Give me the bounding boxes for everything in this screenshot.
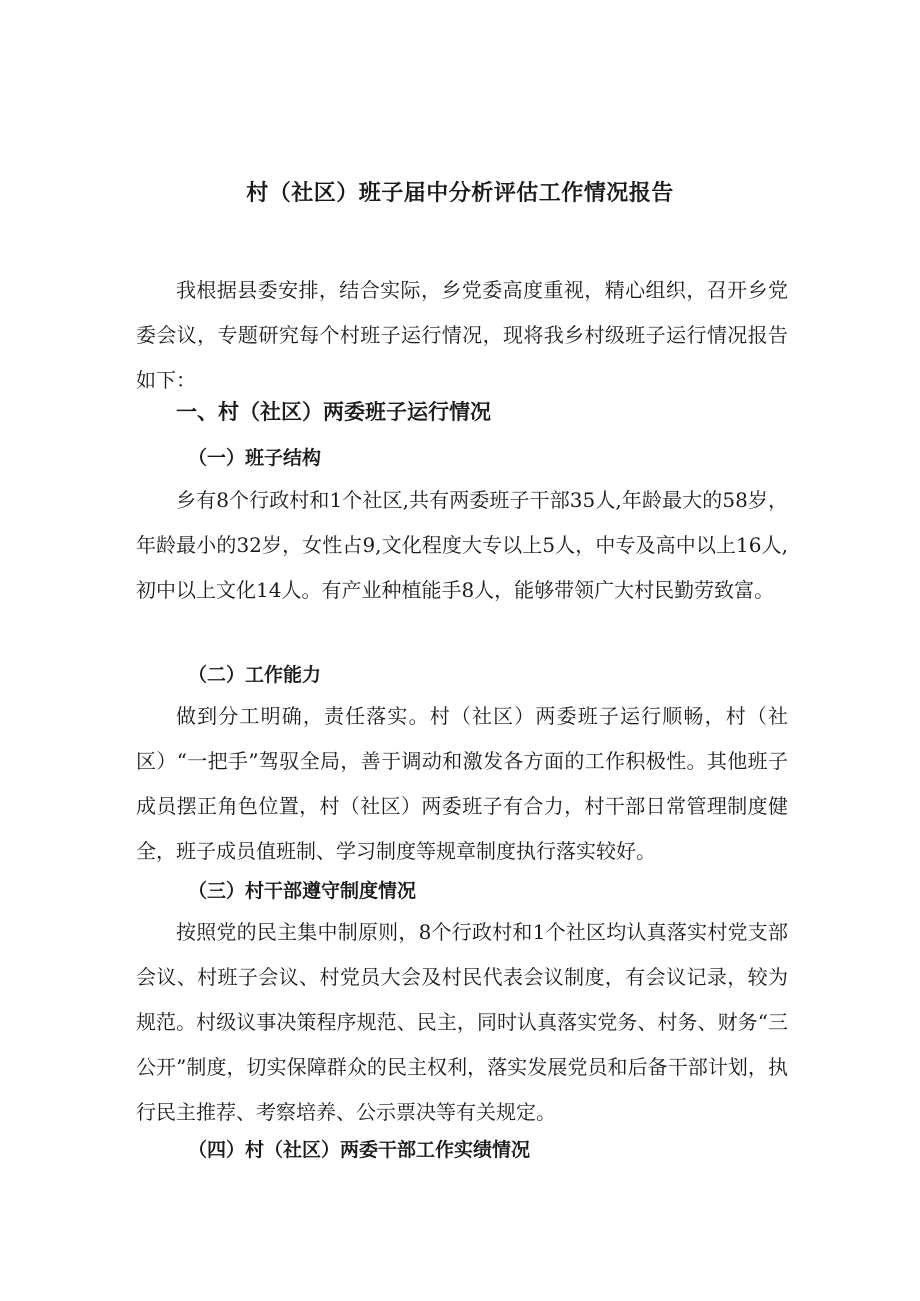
section-1-heading: 一、村（社区）两委班子运行情况 bbox=[176, 400, 491, 424]
subsection-2-paragraph: 做到分工明确，责任落实。村（社区）两委班子运行顺畅，村（社区）“一把手”驾驭全局，善于调动和激发各方面的工作积极性。其他班子成员摆正角色位置，村（社区）两委班子有合力，村干部日常管理制度健全，班子成员值班制、学习制度等规章制度执行落实较好。 bbox=[136, 704, 788, 863]
subsection-3-paragraph: 按照党的民主集中制原则，8个行政村和1个社区均认真落实村党支部会议、村班子会议、村党员大会及村民代表会议制度，有会议记录，较为规范。村级议事决策程序规范、民主，同时认真落实党务、村务、财务“三公开”制度，切实保障群众的民主权利，落实发展党员和后备干部计划，执行民主推荐、考察培养、公示票决等有关规定。 bbox=[136, 920, 788, 1124]
subsection-4-heading: （四）村（社区）两委干部工作实绩情况 bbox=[188, 1139, 531, 1161]
subsection-1-paragraph: 乡有8个行政村和1个社区,共有两委班子干部35人,年龄最大的58岁，年龄最小的32岁，女性占9,文化程度大专以上5人，中专及高中以上16人,初中以上文化14人。有产业种植能手8人，能够带领广大村民勤劳致富。 bbox=[136, 488, 788, 602]
document-title: 村（社区）班子届中分析评估工作情况报告 bbox=[246, 181, 674, 206]
subsection-3-heading: （三）村干部遵守制度情况 bbox=[188, 880, 417, 902]
subsection-1-heading: （一）班子结构 bbox=[188, 447, 322, 469]
subsection-2-heading: （二）工作能力 bbox=[188, 664, 322, 686]
intro-paragraph: 我根据县委安排，结合实际，乡党委高度重视，精心组织，召开乡党委会议，专题研究每个村班子运行情况，现将我乡村级班子运行情况报告如下： bbox=[136, 278, 788, 392]
